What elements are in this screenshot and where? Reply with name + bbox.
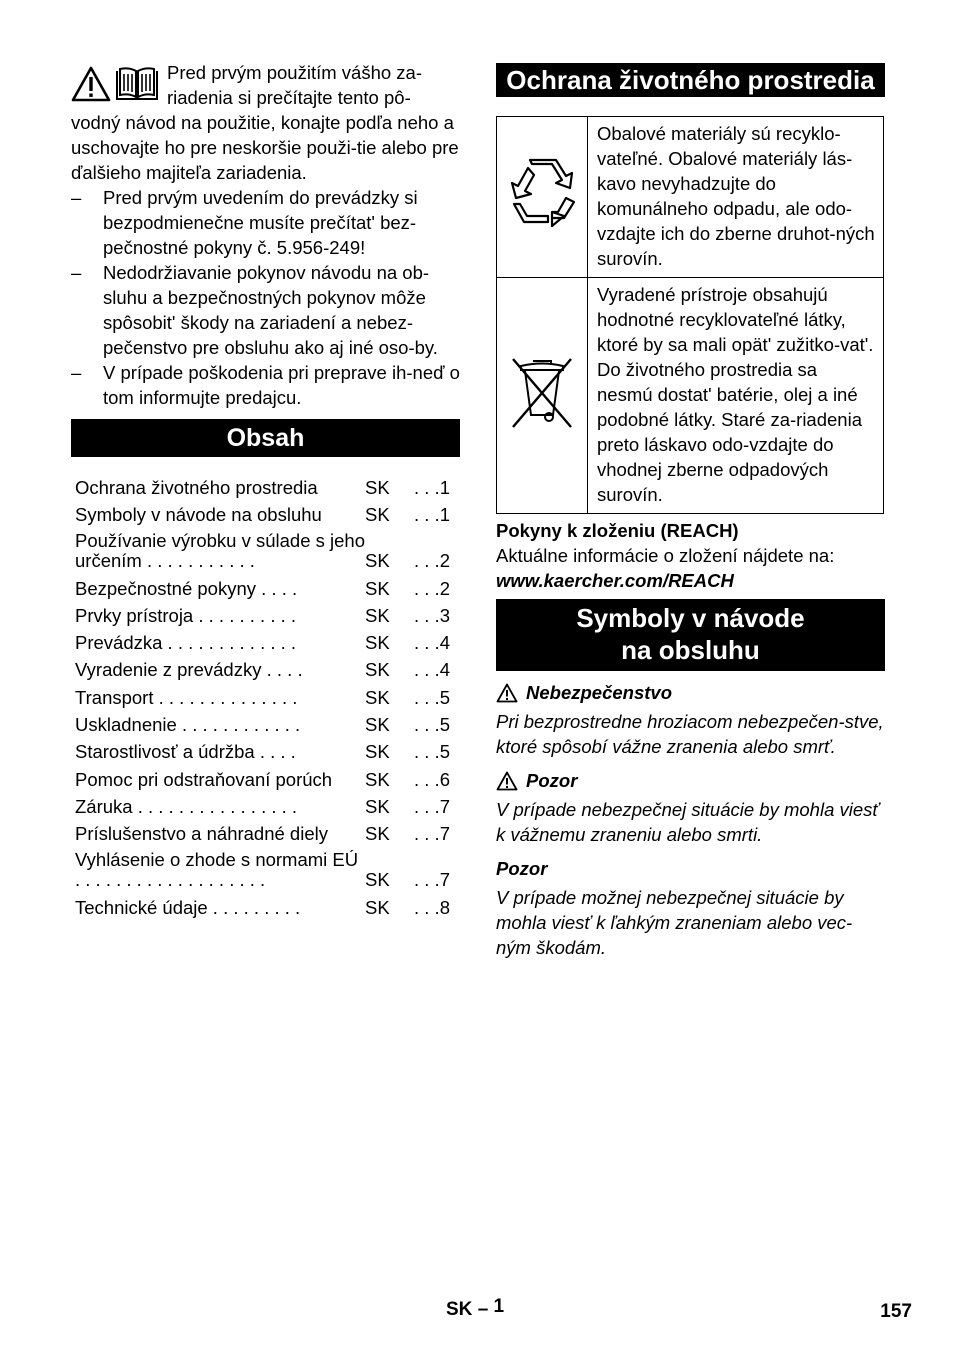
- recycle-cell: [497, 117, 588, 278]
- bin-cell: [497, 278, 588, 514]
- toc-entry-maintenance[interactable]: Starostlivosť a údržba . . . . SK . . .5: [75, 741, 450, 763]
- symbols-heading-line-2: na obsluhu: [621, 635, 760, 665]
- left-column: [71, 60, 460, 921]
- toc-heading: Obsah: [71, 419, 460, 457]
- page-number: 157: [880, 1301, 912, 1322]
- intro-line-1: Pred prvým použitím vášho za-: [167, 62, 422, 83]
- toc-entry-safety[interactable]: Bezpečnostné pokyny . . . . SK . . .2: [75, 577, 450, 599]
- table-row: [497, 278, 884, 514]
- footer-section-label: SK – 1: [446, 1296, 505, 1320]
- reach-block: [496, 518, 885, 593]
- caution-text: V prípade nebezpečnej situácie by mohla viesť k vážnemu zraneniu alebo smrti.: [496, 799, 879, 845]
- table-of-contents: [71, 474, 460, 921]
- environment-heading: Ochrana životného prostredia: [496, 63, 885, 97]
- reach-link[interactable]: www.kaercher.com/REACH: [496, 570, 734, 591]
- danger-title: Nebezpečenstvo: [526, 682, 672, 703]
- intro-block: [71, 60, 460, 185]
- intro-list: [71, 185, 460, 410]
- symbols-heading-line-1: Symboly v návode: [576, 603, 805, 633]
- intro-icons: [71, 66, 159, 102]
- symbols-heading: [496, 599, 885, 671]
- intro-rest: vodný návod na použitie, konajte podľa neho a uschovajte ho pre neskoršie použi-tie alebo pre ďalšieho majiteľa zariadenia.: [71, 112, 459, 183]
- list-item: – V prípade poškodenia pri preprave ih-neď o tom informujte predajcu.: [71, 362, 460, 408]
- right-column: [496, 63, 885, 960]
- toc-entry-shutdown[interactable]: Vyradenie z prevádzky . . . . SK . . .4: [75, 659, 450, 681]
- list-item: – Nedodržiavanie pokynov návodu na ob-sluhu a bezpečnostných pokynov môže spôsobit' škody na zariadení a nebez-pečenstvo pre obsluhu ako aj iné oso-by.: [71, 262, 438, 358]
- manual-book-icon: [115, 66, 159, 102]
- crossed-bin-icon: [507, 353, 577, 433]
- toc-entry-storage[interactable]: Uskladnenie . . . . . . . . . . . . SK . . .5: [75, 714, 450, 736]
- list-item: – Pred prvým uvedením do prevádzky si bezpodmienečne musíte prečítat' bez-pečnostné pokyny č. 5.956-249!: [71, 187, 418, 258]
- reach-title: Pokyny k zloženiu (REACH): [496, 520, 739, 541]
- toc-entry-warranty[interactable]: Záruka . . . . . . . . . . . . . . . . SK . . .7: [75, 795, 450, 817]
- table-row: [497, 117, 884, 278]
- toc-entry-environment[interactable]: Ochrana životného prostredia SK . . .1: [75, 477, 450, 498]
- recycle-icon: [504, 156, 580, 232]
- danger-text: Pri bezprostredne hroziacom nebezpečen-stve, ktoré spôsobí vážne zranenia alebo smrť.: [496, 711, 884, 757]
- toc-entry-transport[interactable]: Transport . . . . . . . . . . . . . . SK . . .5: [75, 686, 450, 708]
- toc-entry-technical-data[interactable]: Technické údaje . . . . . . . . . SK . . .8: [75, 896, 450, 918]
- bin-text: Vyradené prístroje obsahujú hodnotné recyklovateľné látky, ktoré by sa mali opät' zužitko-vat'. Do životného prostredia sa nesmú dostat' batérie, olej a iné podobné látky. Staré za-riadenia preto láskavo odo-vzdajte do vhodnej zberne odpadových surovín.: [588, 278, 884, 514]
- recycle-text: Obalové materiály sú recyklo-vateľné. Obalové materiály lás-kavo nevyhadzujte do komunálneho odpadu, ale odo-vzdajte ich do zberne druhot-ných surovín.: [588, 117, 884, 278]
- intro-line-2: riadenia si prečítajte tento pô-: [167, 87, 411, 108]
- warning-triangle-icon: [71, 66, 111, 102]
- toc-entry-conformity[interactable]: Vyhlásenie o zhode s normami EÚ . . . . . . . . . . . . . . . . . . . SK . . .7: [75, 849, 450, 890]
- warning-triangle-icon: [496, 771, 518, 791]
- caution-heading: [496, 768, 885, 793]
- reach-text: Aktuálne informácie o zložení nájdete na:: [496, 545, 835, 566]
- toc-entry-intended-use[interactable]: Používanie výrobku v súlade s jeho určením . . . . . . . . . . . SK . . .2: [75, 530, 450, 571]
- notice-text: V prípade možnej nebezpečnej situácie by mohla viesť k ľahkým zraneniam alebo vec-ným škodám.: [496, 887, 853, 958]
- toc-entry-troubleshooting[interactable]: Pomoc pri odstraňovaní porúch SK . . .6: [75, 768, 450, 790]
- toc-entry-operation[interactable]: Prevádzka . . . . . . . . . . . . . SK . . .4: [75, 632, 450, 654]
- toc-entry-symbols[interactable]: Symboly v návode na obsluhu SK . . .1: [75, 504, 450, 526]
- caution-title: Pozor: [526, 770, 578, 791]
- notice-title: Pozor: [496, 858, 548, 879]
- toc-entry-accessories[interactable]: Príslušenstvo a náhradné diely SK . . .7: [75, 823, 450, 845]
- danger-heading: [496, 680, 885, 705]
- toc-entry-device-elements[interactable]: Prvky prístroja . . . . . . . . . . SK . . .3: [75, 604, 450, 626]
- environment-table: [496, 116, 884, 514]
- warning-triangle-icon: [496, 683, 518, 703]
